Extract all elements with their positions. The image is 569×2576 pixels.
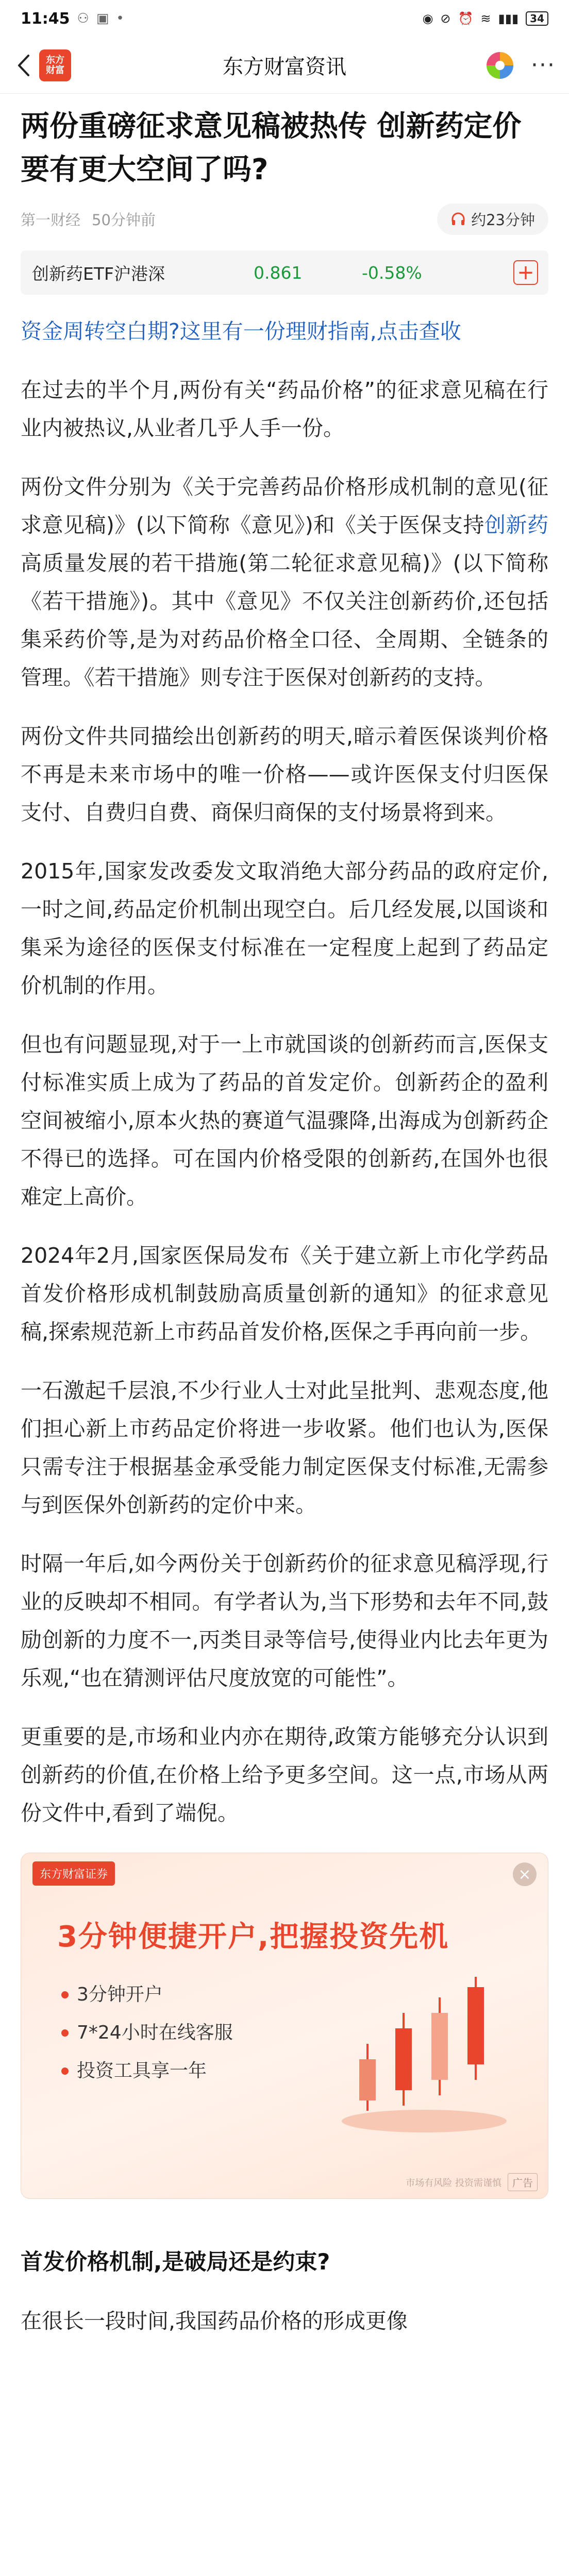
article-title: 两份重磅征求意见稿被热传 创新药定价要有更大空间了吗?: [21, 110, 522, 187]
ad-feature-text: 7*24小时在线客服: [77, 2022, 233, 2043]
paragraph-7: 一石激起千层浪,不少行业人士对此呈批判、悲观态度,他们担心新上市药品定价将进一步收紧。他们也认为,医保只需专注于根据基金承受能力制定医保支付标准,无需参与到医保外创新药的定价中来。: [21, 1378, 548, 1517]
stock-link-innovative-drug[interactable]: 创新药: [484, 513, 548, 537]
paragraph-4: 2015年,国家发改委发文取消绝大部分药品的政府定价,一时之间,药品定价机制出现空白。后几经发展,以国谈和集采为途径的医保支付标准在一定程度上起到了药品定价机制的作用。: [21, 859, 548, 998]
dot-icon: •: [116, 11, 124, 26]
alarm-icon: ⏰: [458, 11, 474, 26]
logo-text-line2: 财富: [46, 64, 64, 76]
article-source[interactable]: 第一财经: [21, 211, 81, 229]
wifi-icon: ≋: [480, 11, 491, 26]
section-heading: 首发价格机制,是破局还是约束?: [21, 2249, 330, 2275]
paragraph-3: 两份文件共同描绘出创新药的明天,暗示着医保谈判价格不再是未来市场中的唯一价格——或许医保支付归医保支付、自费归自费、商保归商保的支付场景将到来。: [21, 724, 548, 825]
listen-button[interactable]: [437, 204, 548, 235]
fund-change: -0.58%: [362, 262, 422, 283]
ad-banner[interactable]: [21, 1853, 548, 2199]
ad-headline: 3分钟便捷开户,把握投资先机: [57, 1920, 449, 1954]
image-icon: ▣: [96, 11, 109, 26]
battery-level: 34: [530, 12, 544, 25]
candlestick-illustration: [337, 1967, 512, 2137]
paragraph-5: 但也有问题显现,对于一上市就国谈的创新药而言,医保支付标准实质上成为了药品的首发定价。创新药企的盈利空间被缩小,原本火热的赛道气温骤降,出海成为创新药企不得已的选择。可在国内价格受限的创新药,在国外也很难定上高价。: [21, 1032, 548, 1209]
paragraph-2: [21, 468, 548, 697]
ad-feature-item: [61, 1976, 233, 2014]
app-logo: [39, 49, 71, 81]
eye-icon: ◉: [422, 11, 433, 26]
notification-icon: ⚇: [77, 11, 89, 26]
ad-feature-list: [61, 1976, 233, 2090]
back-button[interactable]: [13, 50, 34, 81]
fund-quote-bar[interactable]: [21, 250, 548, 295]
ad-feature-item: [61, 2052, 233, 2090]
bullet-icon: [61, 2067, 69, 2075]
notification-icons: [77, 11, 124, 26]
paragraph-8: 时隔一年后,如今两份关于创新药价的征求意见稿浮现,行业的反映却不相同。有学者认为,当下形势和去年不同,鼓励创新的力度不一,丙类目录等信号,使得业内比去年更为乐观,“也在猜测评估尺度放宽的可能性”。: [21, 1551, 548, 1690]
app-title: 东方财富资讯: [223, 55, 346, 79]
mute-icon: ⊘: [440, 11, 451, 26]
fund-price: 0.861: [254, 262, 303, 283]
ad-feature-text: 投资工具享一年: [77, 2060, 207, 2081]
ad-disclaimer: 市场有风险 投资需谨慎: [406, 2178, 501, 2189]
more-menu-icon[interactable]: ···: [531, 52, 556, 78]
ad-feature-text: 3分钟开户: [77, 1984, 163, 2005]
ad-tag: 广告: [508, 2173, 538, 2191]
article-time: 50分钟前: [92, 211, 156, 229]
paragraph-1: 在过去的半个月,两份有关“药品价格”的征求意见稿在行业内被热议,从业者几乎人手一份。: [21, 378, 548, 440]
logo-text-line1: 东方: [46, 54, 64, 65]
add-watchlist-button[interactable]: +: [513, 260, 538, 285]
headphones-icon: [450, 211, 466, 227]
app-header: [0, 37, 569, 94]
bullet-icon: [61, 1991, 69, 1998]
battery-icon: [526, 11, 548, 26]
paragraph-9: 更重要的是,市场和业内亦在期待,政策方能够充分认识到创新药的价值,在价格上给予更多空间。这一点,市场从两份文件中,看到了端倪。: [21, 1724, 548, 1825]
ad-brand: 东方财富证券: [32, 1861, 115, 1886]
bullet-icon: [61, 2029, 69, 2037]
status-bar: [0, 0, 569, 37]
status-right: [422, 11, 548, 26]
paragraph-10: 在很长一段时间,我国药品价格的形成更像: [21, 2309, 408, 2333]
paragraph-2-part-b: 高质量发展的若干措施(第二轮征求意见稿)》(以下简称《若干措施》)。其中《意见》不仅关注创新药价,还包括集采药价等,是为对药品价格全口径、全周期、全链条的管理。《若干措施》则专注于医保对创新药的支持。: [21, 551, 548, 690]
promo-link[interactable]: 资金周转空白期?这里有一份理财指南,点击查收: [21, 319, 461, 344]
article-meta: [21, 201, 548, 237]
signal-icon: ▮▮▮: [498, 11, 519, 26]
listen-label: 约23分钟: [471, 211, 535, 229]
chevron-left-icon: [16, 54, 31, 77]
paragraph-6: 2024年2月,国家医保局发布《关于建立新上市化学药品首发价格形成机制鼓励高质量创新的通知》的征求意见稿,探索规范新上市药品首发价格,医保之手再向前一步。: [21, 1243, 548, 1344]
article: [0, 105, 569, 2340]
status-time: 11:45: [21, 9, 70, 28]
ad-close-icon[interactable]: ×: [513, 1862, 537, 1886]
paragraph-2-part-a: 两份文件分别为《关于完善药品价格形成机制的意见(征求意见稿)》(以下简称《意见》)和《关于医保支持: [21, 474, 548, 537]
ad-feature-item: [61, 2014, 233, 2052]
fund-name: 创新药ETF沪港深: [32, 263, 165, 284]
pinwheel-icon[interactable]: [487, 52, 513, 79]
